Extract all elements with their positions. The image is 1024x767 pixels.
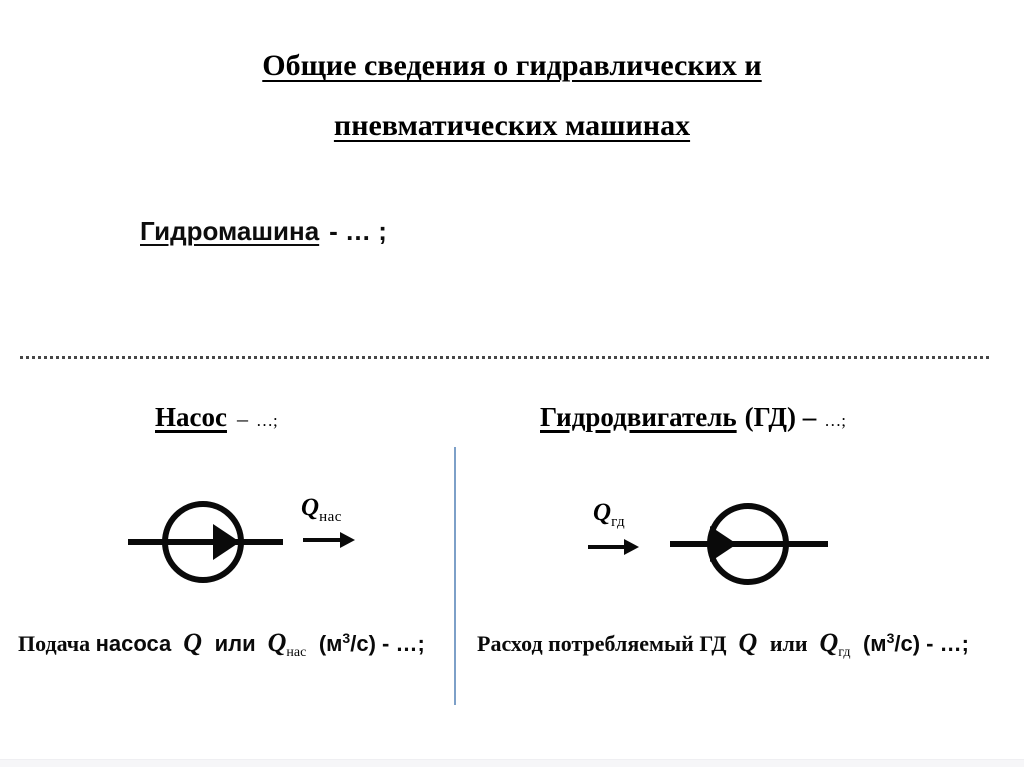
- motor-caption: [477, 628, 969, 661]
- dashed-separator-line: [20, 356, 990, 359]
- slide-title-line-2: пневматических машинах: [333, 109, 691, 142]
- motor-flow-arrow-head-icon: [624, 539, 639, 555]
- motor-flow-label: [593, 499, 625, 531]
- pump-caption-q2: $Q_{нас}$: [267, 628, 307, 660]
- motor-caption-q2-subscript: гд: [838, 645, 851, 660]
- hydromachine-term: Гидромашина: [140, 216, 320, 246]
- slide-title-line-1: Общие сведения о гидравлических и: [262, 49, 762, 82]
- pump-caption-q1: Q: [183, 628, 203, 657]
- pump-caption-units-open: (м: [318, 631, 343, 656]
- pump-caption-word1: Подача: [18, 631, 91, 656]
- pump-caption-or: или: [214, 631, 256, 656]
- pump-flow-subscript: нас: [319, 509, 342, 525]
- pump-heading: [155, 402, 278, 433]
- footer-strip: [0, 759, 1024, 767]
- pump-caption-units-close: /с) - …;: [350, 631, 425, 656]
- hydromachine-definition: [140, 216, 387, 247]
- pump-caption: [18, 628, 425, 661]
- pump-symbol-icon: [118, 480, 388, 605]
- pump-caption-units-sup: 3: [342, 630, 351, 646]
- motor-flow-q: Q: [593, 499, 612, 526]
- hydromachine-definition-rest: - … ;: [329, 216, 387, 246]
- motor-direction-triangle-icon: [710, 526, 737, 562]
- column-divider-line: [454, 447, 456, 705]
- motor-caption-q2: $Q_{гд}$: [819, 628, 851, 660]
- motor-heading-term: Гидродвигатель: [540, 402, 737, 432]
- motor-caption-q1: Q: [738, 628, 758, 657]
- pump-heading-dash: –: [236, 406, 248, 431]
- motor-caption-phrase: Расход потребляемый ГД: [477, 631, 727, 656]
- motor-flow-subscript: гд: [611, 514, 626, 530]
- slide-title: [0, 36, 1024, 156]
- pump-flow-label: [301, 494, 342, 526]
- motor-caption-units-close: /с) - …;: [894, 631, 969, 656]
- pump-heading-ellipsis: …;: [255, 411, 278, 430]
- pump-flow-arrow-head-icon: [340, 532, 355, 548]
- pump-caption-q2-subscript: нас: [286, 645, 307, 660]
- motor-heading-abbrev: (ГД) –: [744, 402, 817, 432]
- pump-flow-q: Q: [301, 494, 320, 521]
- pump-caption-word2: насоса: [95, 631, 172, 656]
- motor-caption-units-open: (м: [862, 631, 887, 656]
- motor-heading-ellipsis: …;: [824, 411, 846, 430]
- motor-heading: [540, 402, 846, 433]
- motor-caption-units-sup: 3: [886, 630, 895, 646]
- pump-heading-term: Насос: [155, 402, 227, 432]
- motor-caption-or: или: [769, 631, 808, 656]
